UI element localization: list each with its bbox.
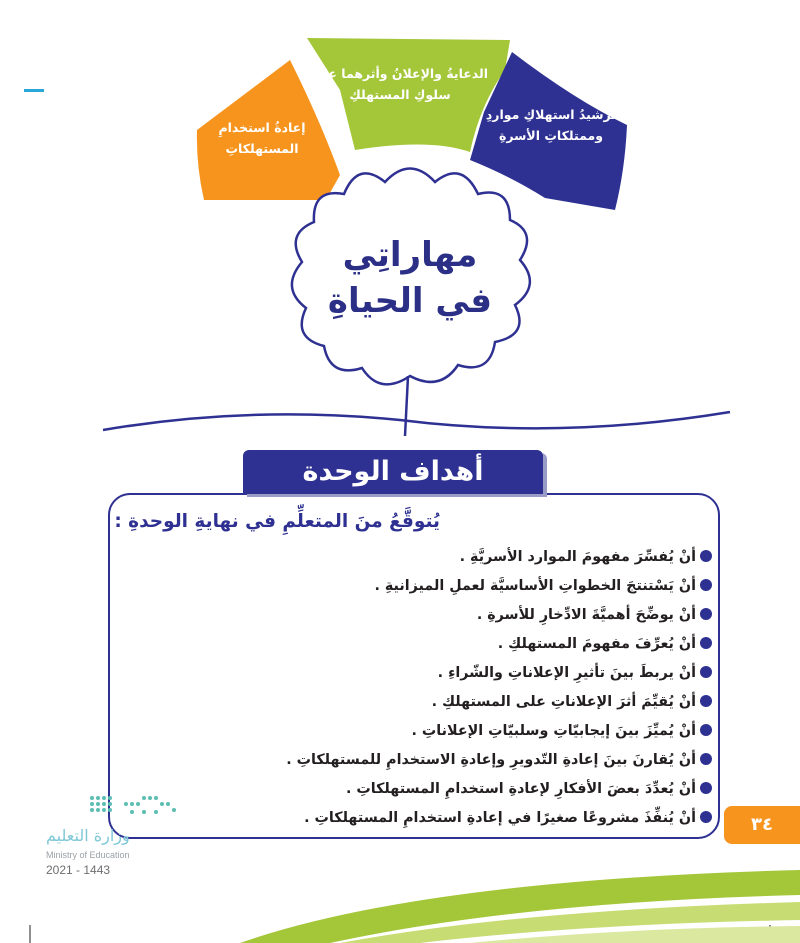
page-number: ٣٤ [751, 814, 773, 835]
objectives-intro: يُتوقَّعُ منَ المتعلِّمِ في نهايةِ الوحدةِ : [114, 511, 440, 532]
objective-text: أنْ يُقارنَ بينَ إعادةِ التّدويرِ وإعادةِ الاستخدامِ للمستهلكاتِ . [286, 752, 696, 768]
bullet-icon [700, 637, 712, 649]
objective-item [110, 748, 712, 772]
bullet-icon [700, 608, 712, 620]
objective-text: أنْ يربطَ بينَ تأثيرِ الإعلاناتِ والشّراءِ . [437, 665, 696, 681]
petal-right-text [486, 105, 616, 146]
bullet-icon [700, 666, 712, 678]
flower-stem [405, 376, 408, 436]
objective-text: أنْ يُعدِّدَ بعضَ الأفكارِ لإعادةِ استخدامِ المستهلكاتِ . [345, 781, 696, 797]
petal-middle-line1: الدعايةُ والإعلانُ وأثرهما على [310, 66, 488, 81]
objective-item [110, 545, 712, 569]
flower-title-line1: مهاراتِي [342, 235, 478, 275]
wave-line [103, 412, 730, 430]
objective-text: أنْ يَسْتنتجَ الخطواتِ الأساسيَّة لعملِ الميزانيةِ . [374, 578, 696, 594]
objective-text: أنْ يوضِّحَ أهميَّةَ الادِّخارِ للأسرةِ . [476, 607, 696, 623]
petal-left-line1: إعادةُ استخدامِ [218, 120, 306, 135]
page-number-tab [724, 806, 800, 844]
objective-text: أنْ يُعرِّفَ مفهومَ المستهلكِ . [497, 636, 696, 652]
objective-item [110, 603, 712, 627]
objective-item [110, 719, 712, 743]
petal-middle-text [312, 64, 488, 105]
petal-left-line2: المستهلكاتِ [225, 140, 299, 156]
petal-right-line1: ترشيدُ استهلاكِ مواردِ [485, 107, 616, 122]
objective-item [110, 632, 712, 656]
bullet-icon [700, 550, 712, 562]
bullet-icon [700, 695, 712, 707]
objective-text: أنْ يُفسِّرَ مفهومَ الموارد الأسريَّةِ . [459, 549, 696, 565]
petal-right-line2: وممتلكاتِ الأسرةِ [498, 127, 603, 143]
flower-title [290, 232, 530, 324]
objective-item [110, 806, 712, 830]
ministry-name-en: Ministry of Education [46, 850, 130, 860]
objective-text: أنْ يُقيِّمَ أثرَ الإعلاناتِ على المستهلكِ . [431, 694, 696, 710]
unit-objectives-title: أهداف الوحدة [302, 456, 484, 487]
bullet-icon [700, 579, 712, 591]
ministry-name-ar: وزارة التعليم [46, 826, 130, 845]
objective-text: أنْ يُنفِّذَ مشروعًا صغيرًا في إعادةِ استخدامِ المستهلكاتِ . [304, 810, 696, 826]
ministry-logo-icon [86, 792, 182, 824]
bullet-icon [700, 811, 712, 823]
objective-item [110, 661, 712, 685]
unit-objectives-banner [243, 450, 543, 494]
objective-item [110, 574, 712, 598]
bullet-icon [700, 782, 712, 794]
bullet-icon [700, 724, 712, 736]
objective-item [110, 777, 712, 801]
bullet-icon [700, 753, 712, 765]
ministry-year: 2021 - 1443 [46, 863, 111, 877]
objective-text: أنْ يُميِّزَ بينَ إيجابيّاتِ وسلبيّاتِ الإعلاناتِ . [411, 723, 696, 739]
flower-title-line2: في الحياةِ [327, 281, 493, 321]
petal-middle-line2: سلوكِ المستهلكِ [349, 86, 451, 102]
objective-item [110, 690, 712, 714]
bottom-swoosh [0, 840, 800, 943]
